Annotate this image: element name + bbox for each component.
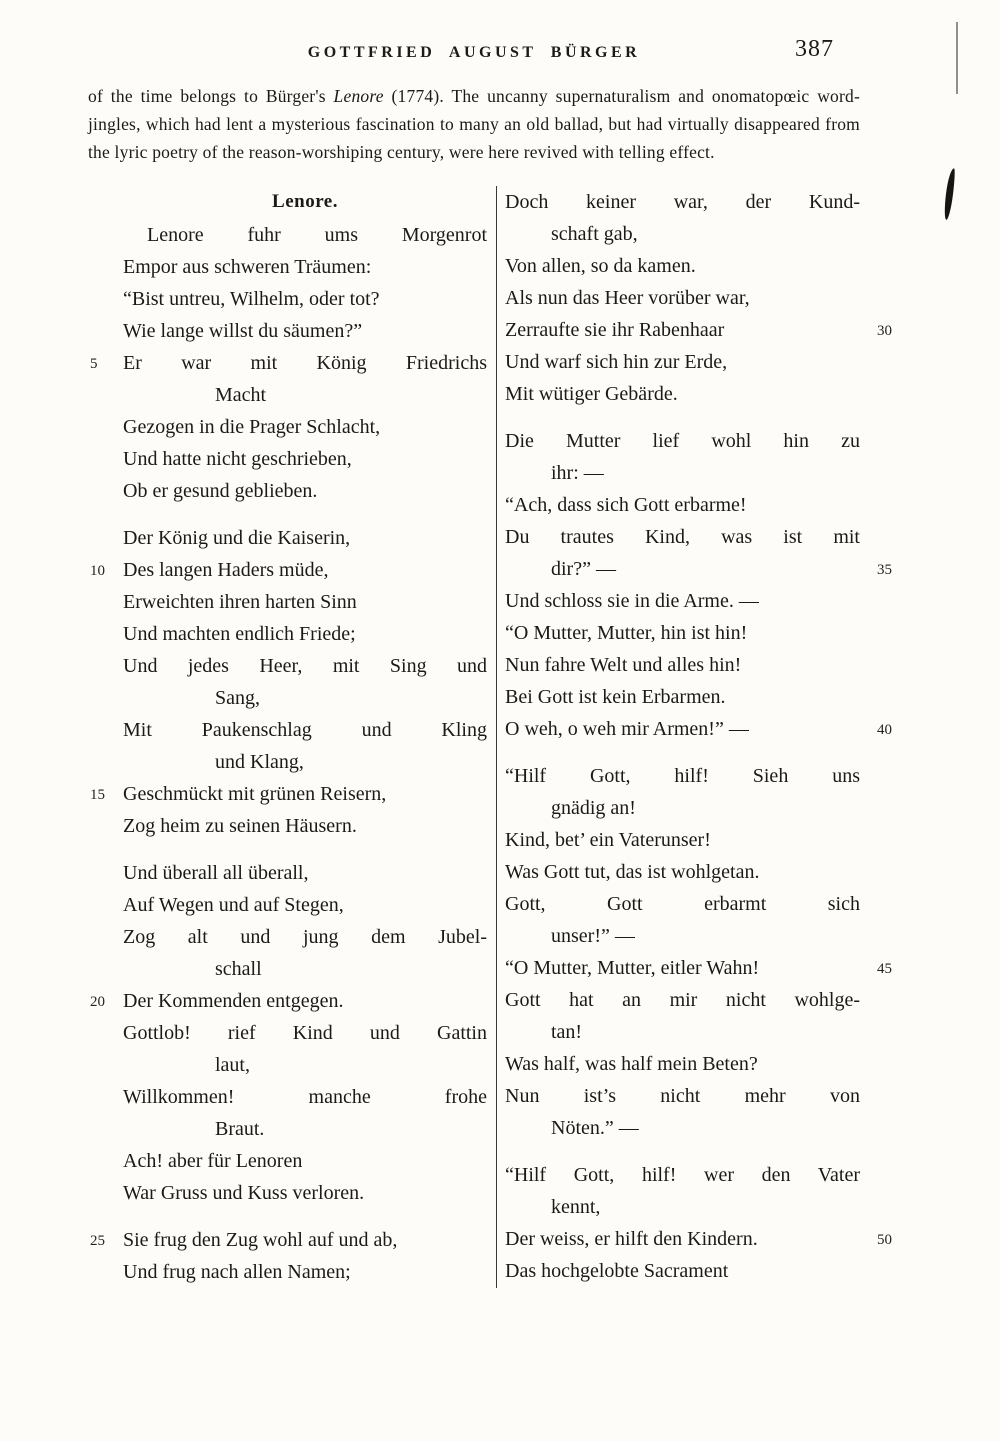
poem-line-text: Ach! aber für Lenoren bbox=[123, 1150, 303, 1172]
poem-line-text: kennt, bbox=[551, 1196, 601, 1218]
poem-line-text: “Ach, dass sich Gott erbarme! bbox=[505, 494, 747, 516]
poem-line bbox=[505, 425, 860, 457]
poem-line bbox=[123, 1177, 487, 1209]
line-number: 40 bbox=[877, 722, 892, 738]
poem-line-text: ihr: — bbox=[551, 462, 604, 484]
poem-line-text: Und schloss sie in die Arme. — bbox=[505, 590, 759, 612]
poem-line bbox=[90, 554, 487, 586]
poem-line bbox=[123, 953, 487, 985]
poem-line bbox=[505, 1223, 892, 1255]
poem-line-text: Der weiss, er hilft den Kindern. bbox=[505, 1228, 758, 1250]
poem-line-text: Und warf sich hin zur Erde, bbox=[505, 351, 728, 373]
scan-artifact-mark bbox=[943, 168, 956, 220]
page-number: 387 bbox=[795, 36, 834, 62]
poem-line bbox=[505, 314, 892, 346]
poem-line bbox=[90, 347, 487, 379]
poem-line-text: dir?” — bbox=[551, 558, 616, 580]
poem-line-text: Du trautes Kind, was ist mit bbox=[505, 526, 860, 548]
line-number: 10 bbox=[90, 563, 105, 579]
poem-line bbox=[123, 283, 487, 315]
intro-paragraph bbox=[88, 82, 860, 166]
poem-line bbox=[90, 1224, 487, 1256]
poem-line bbox=[505, 617, 860, 649]
poem-line-text: O weh, o weh mir Armen!” — bbox=[505, 718, 749, 740]
poem-right-column bbox=[497, 186, 892, 1288]
poem-line bbox=[505, 553, 892, 585]
line-number: 50 bbox=[877, 1232, 892, 1248]
poem-line-text: Macht bbox=[215, 384, 267, 406]
poem-line bbox=[505, 760, 860, 792]
poem-line bbox=[123, 522, 487, 554]
poem-line-text: Lenore fuhr ums Morgenrot bbox=[147, 224, 487, 246]
poem-line-text: “O Mutter, Mutter, hin ist hin! bbox=[505, 622, 748, 644]
poem-line-text: Das hochgelobte Sacrament bbox=[505, 1260, 729, 1282]
poem-line-text: Braut. bbox=[215, 1118, 265, 1140]
scan-artifact-line bbox=[956, 22, 958, 94]
poem-line-text: Gott hat an mir nicht wohlge- bbox=[505, 989, 860, 1011]
line-number: 35 bbox=[877, 562, 892, 578]
poem-line bbox=[505, 713, 892, 745]
poem-line-text: Sie frug den Zug wohl auf und ab, bbox=[123, 1229, 398, 1251]
poem-line-text: “O Mutter, Mutter, eitler Wahn! bbox=[505, 957, 760, 979]
poem-line bbox=[123, 650, 487, 682]
poem-line-text: Und überall all überall, bbox=[123, 862, 309, 884]
poem-line-text: Die Mutter lief wohl hin zu bbox=[505, 430, 860, 452]
poem-line bbox=[505, 250, 860, 282]
poem-line-text: Zerraufte sie ihr Rabenhaar bbox=[505, 319, 725, 341]
poem-line bbox=[123, 1113, 487, 1145]
poem-line-text: Mit wütiger Gebärde. bbox=[505, 383, 678, 405]
poem-line bbox=[123, 251, 487, 283]
intro-text-before: of the time belongs to Bürger's bbox=[88, 86, 334, 106]
poem-line bbox=[123, 810, 487, 842]
poem-line-text: gnädig an! bbox=[551, 797, 636, 819]
poem-line bbox=[505, 346, 860, 378]
poem-line bbox=[90, 778, 487, 810]
poem-line-text: Er war mit König Friedrichs bbox=[123, 352, 487, 374]
poem-line-text: “Hilf Gott, hilf! Sieh uns bbox=[505, 765, 860, 787]
poem-line bbox=[505, 649, 860, 681]
poem-line-text: Und hatte nicht geschrieben, bbox=[123, 448, 352, 470]
poem-line bbox=[123, 1145, 487, 1177]
poem-line-text: Als nun das Heer vorüber war, bbox=[505, 287, 750, 309]
poem-line bbox=[90, 985, 487, 1017]
poem-line bbox=[505, 952, 892, 984]
poem-line bbox=[123, 746, 487, 778]
poem-line bbox=[123, 857, 487, 889]
poem-line bbox=[123, 889, 487, 921]
poem-line bbox=[505, 1080, 860, 1112]
poem-line-text: Was Gott tut, das ist wohlgetan. bbox=[505, 861, 760, 883]
poem-line bbox=[123, 586, 487, 618]
poem-line bbox=[123, 618, 487, 650]
poem-line bbox=[505, 681, 860, 713]
poem-line-text: Zog heim zu seinen Häusern. bbox=[123, 815, 357, 837]
poem-line-text: Nöten.” — bbox=[551, 1117, 639, 1139]
poem-line bbox=[505, 378, 860, 410]
poem-line-text: Erweichten ihren harten Sinn bbox=[123, 591, 357, 613]
poem-line-text: Gottlob! rief Kind und Gattin bbox=[123, 1022, 487, 1044]
poem-line-text: “Bist untreu, Wilhelm, oder tot? bbox=[123, 288, 380, 310]
poem-line-text: unser!” — bbox=[551, 925, 635, 947]
line-number: 30 bbox=[877, 323, 892, 339]
poem-line bbox=[505, 585, 860, 617]
poem-line-text: Mit Paukenschlag und Kling bbox=[123, 719, 487, 741]
poem-line-text: Was half, was half mein Beten? bbox=[505, 1053, 758, 1075]
poem-line bbox=[505, 1048, 860, 1080]
poem-line-text: Gott, Gott erbarmt sich bbox=[505, 893, 860, 915]
poem-left-column bbox=[88, 186, 487, 1288]
poem-line-text: Sang, bbox=[215, 687, 260, 709]
poem-line bbox=[505, 521, 860, 553]
poem-line-text: Nun ist’s nicht mehr von bbox=[505, 1085, 860, 1107]
poem-line-text: Von allen, so da kamen. bbox=[505, 255, 696, 277]
poem-right-lines bbox=[505, 186, 892, 1287]
poem-line-text: und Klang, bbox=[215, 751, 304, 773]
line-number: 5 bbox=[90, 356, 98, 372]
poem-line-text: Gezogen in die Prager Schlacht, bbox=[123, 416, 381, 438]
poem-line-text: Empor aus schweren Träumen: bbox=[123, 256, 372, 278]
poem-line bbox=[505, 984, 860, 1016]
poem-line-text: War Gruss und Kuss verloren. bbox=[123, 1182, 365, 1204]
poem-line bbox=[505, 920, 860, 952]
poem-line-text: Bei Gott ist kein Erbarmen. bbox=[505, 686, 726, 708]
poem-line-text: Nun fahre Welt und alles hin! bbox=[505, 654, 742, 676]
poem-line-text: Und machten endlich Friede; bbox=[123, 623, 356, 645]
poem-line bbox=[123, 921, 487, 953]
poem-line-text: Der Kommenden entgegen. bbox=[123, 990, 344, 1012]
poem-line bbox=[123, 1049, 487, 1081]
poem-line-text: Geschmückt mit grünen Reisern, bbox=[123, 783, 387, 805]
poem-line-text: tan! bbox=[551, 1021, 583, 1043]
poem-line bbox=[505, 218, 860, 250]
poem-line bbox=[505, 792, 860, 824]
line-number: 45 bbox=[877, 961, 892, 977]
poem-line-text: Willkommen! manche frohe bbox=[123, 1086, 487, 1108]
line-number: 20 bbox=[90, 994, 105, 1010]
poem-line bbox=[123, 1017, 487, 1049]
poem-line-text: “Hilf Gott, hilf! wer den Vater bbox=[505, 1164, 860, 1186]
poem-line bbox=[123, 443, 487, 475]
page-header bbox=[88, 36, 860, 72]
poem-line bbox=[123, 1256, 487, 1288]
poem-line bbox=[505, 1255, 860, 1287]
poem-title: Lenore. bbox=[272, 191, 338, 212]
poem-line-text: Ob er gesund geblieben. bbox=[123, 480, 318, 502]
poem-line bbox=[123, 315, 487, 347]
poem-columns bbox=[88, 186, 892, 1288]
poem-line bbox=[123, 219, 487, 251]
poem-line-text: schaft gab, bbox=[551, 223, 638, 245]
intro-text-after: (1774). The uncanny supernaturalism and onomatopœic word-jingles, which had lent a mysterious fascination to many an old ballad, but had virtually disappeared from the lyric poetry of the reason-worshiping century, were here revived with telling effect. bbox=[88, 86, 860, 162]
poem-line-text: Kind, bet’ ein Vaterunser! bbox=[505, 829, 711, 851]
poem-line bbox=[505, 457, 860, 489]
poem-line bbox=[505, 856, 860, 888]
poem-line-text: Und jedes Heer, mit Sing und bbox=[123, 655, 487, 677]
poem-line bbox=[123, 714, 487, 746]
poem-line-text: Der König und die Kaiserin, bbox=[123, 527, 351, 549]
poem-line bbox=[505, 1016, 860, 1048]
poem-line-text: schall bbox=[215, 958, 262, 980]
poem-line-text: Zog alt und jung dem Jubel- bbox=[123, 926, 487, 948]
poem-line bbox=[505, 888, 860, 920]
intro-title-italic: Lenore bbox=[333, 86, 384, 106]
poem-line bbox=[505, 1112, 860, 1144]
poem-line-text: Doch keiner war, der Kund- bbox=[505, 191, 860, 213]
poem-line bbox=[505, 1191, 860, 1223]
poem-line bbox=[505, 282, 860, 314]
poem-line-text: Wie lange willst du säumen?” bbox=[123, 320, 363, 342]
poem-line bbox=[505, 1159, 860, 1191]
running-header-title: GOTTFRIED AUGUST BÜRGER bbox=[307, 44, 641, 61]
poem-line-text: Des langen Haders müde, bbox=[123, 559, 329, 581]
poem-left-lines bbox=[90, 219, 487, 1288]
poem-line bbox=[123, 475, 487, 507]
poem-line bbox=[123, 1081, 487, 1113]
poem-line bbox=[505, 824, 860, 856]
poem-line bbox=[123, 379, 487, 411]
poem-line-text: laut, bbox=[215, 1054, 250, 1076]
line-number: 15 bbox=[90, 787, 105, 803]
poem-line-text: Auf Wegen und auf Stegen, bbox=[123, 894, 344, 916]
line-number: 25 bbox=[90, 1233, 105, 1249]
poem-line bbox=[123, 411, 487, 443]
poem-line-text: Und frug nach allen Namen; bbox=[123, 1261, 351, 1283]
poem-line bbox=[505, 489, 860, 521]
poem-line bbox=[123, 682, 487, 714]
poem-line bbox=[505, 186, 860, 218]
